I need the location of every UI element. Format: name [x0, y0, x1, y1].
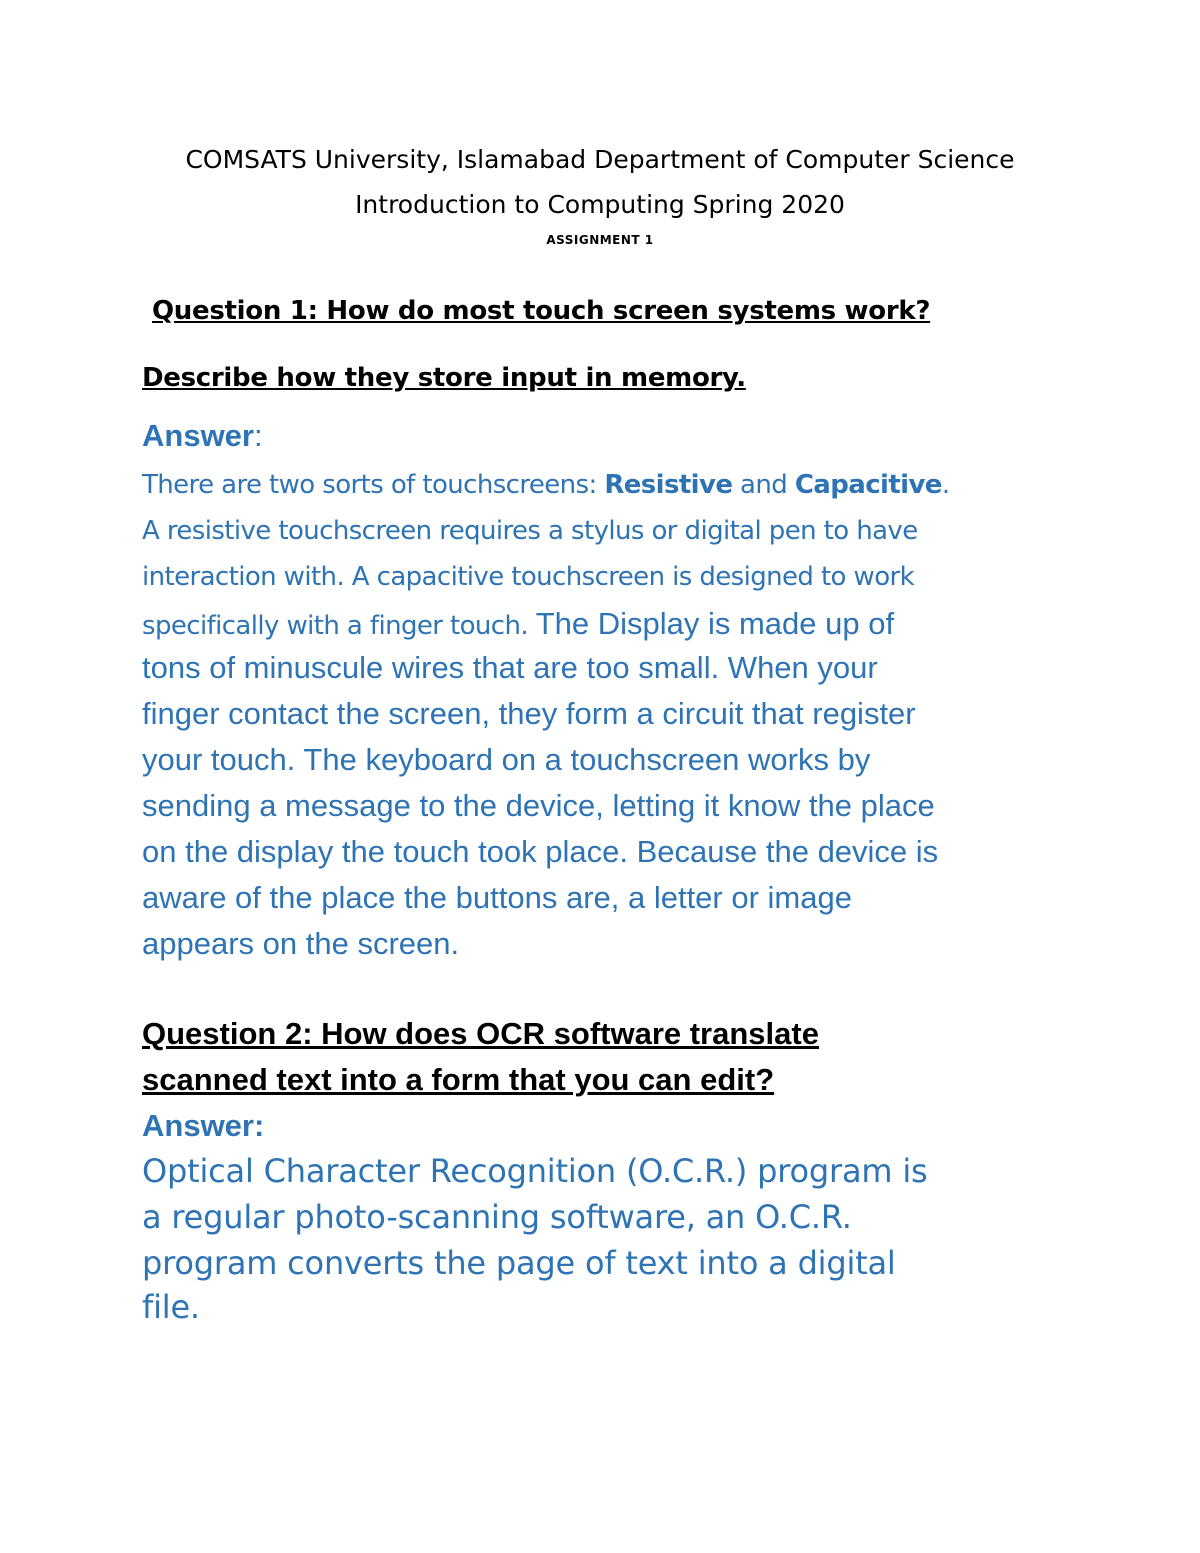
answer1-line4-part2: The Display is made up of	[535, 606, 895, 641]
question1-answer-label	[142, 418, 263, 454]
header-course: Introduction to Computing Spring 2020	[355, 190, 845, 219]
question2-title-line2: scanned text into a form that you can edit?	[142, 1062, 775, 1097]
answer-label-text: Answer	[142, 418, 254, 453]
answer1-line1-mid: and	[732, 470, 795, 500]
answer-label-colon: :	[253, 418, 263, 453]
answer2-line: file.	[142, 1288, 200, 1326]
question1-subtitle: Describe how they store input in memory.	[142, 363, 746, 393]
answer1-line: aware of the place the buttons are, a letter or image	[142, 880, 852, 915]
answer1-line: your touch. The keyboard on a touchscreen works by	[142, 742, 871, 777]
answer1-line1-post: .	[941, 470, 950, 500]
answer1-line: tons of minuscule wires that are too small. When your	[142, 650, 878, 685]
question2-title-line1: Question 2: How does OCR software translate	[142, 1016, 819, 1051]
answer1-line: A resistive touchscreen requires a stylus or digital pen to have	[142, 516, 918, 546]
answer1-line: on the display the touch took place. Because the device is	[142, 834, 939, 869]
answer1-term-capacitive: Capacitive	[794, 470, 942, 500]
answer1-line1-pre: There are two sorts of touchscreens:	[142, 470, 605, 500]
answer1-line4-part1: specifically with a finger touch.	[142, 611, 536, 641]
answer1-line: interaction with. A capacitive touchscreen is designed to work	[142, 562, 915, 592]
answer1-line: finger contact the screen, they form a circuit that register	[142, 696, 916, 731]
answer1-line	[142, 606, 1072, 642]
header-institution: COMSATS University, Islamabad Department of Computer Science	[185, 145, 1015, 174]
answer1-line: appears on the screen.	[142, 926, 460, 961]
answer2-line: a regular photo-scanning software, an O.C.R.	[142, 1198, 852, 1236]
answer1-line: sending a message to the device, letting it know the place	[142, 788, 935, 823]
answer1-term-resistive: Resistive	[604, 470, 733, 500]
question1-title: Question 1: How do most touch screen systems work?	[152, 296, 931, 326]
question2-answer-label: Answer:	[142, 1108, 265, 1143]
header-assignment: ASSIGNMENT 1	[546, 233, 654, 247]
answer2-line: program converts the page of text into a digital	[142, 1244, 896, 1282]
answer2-line: Optical Character Recognition (O.C.R.) program is	[142, 1152, 928, 1190]
answer1-line	[142, 470, 1072, 500]
